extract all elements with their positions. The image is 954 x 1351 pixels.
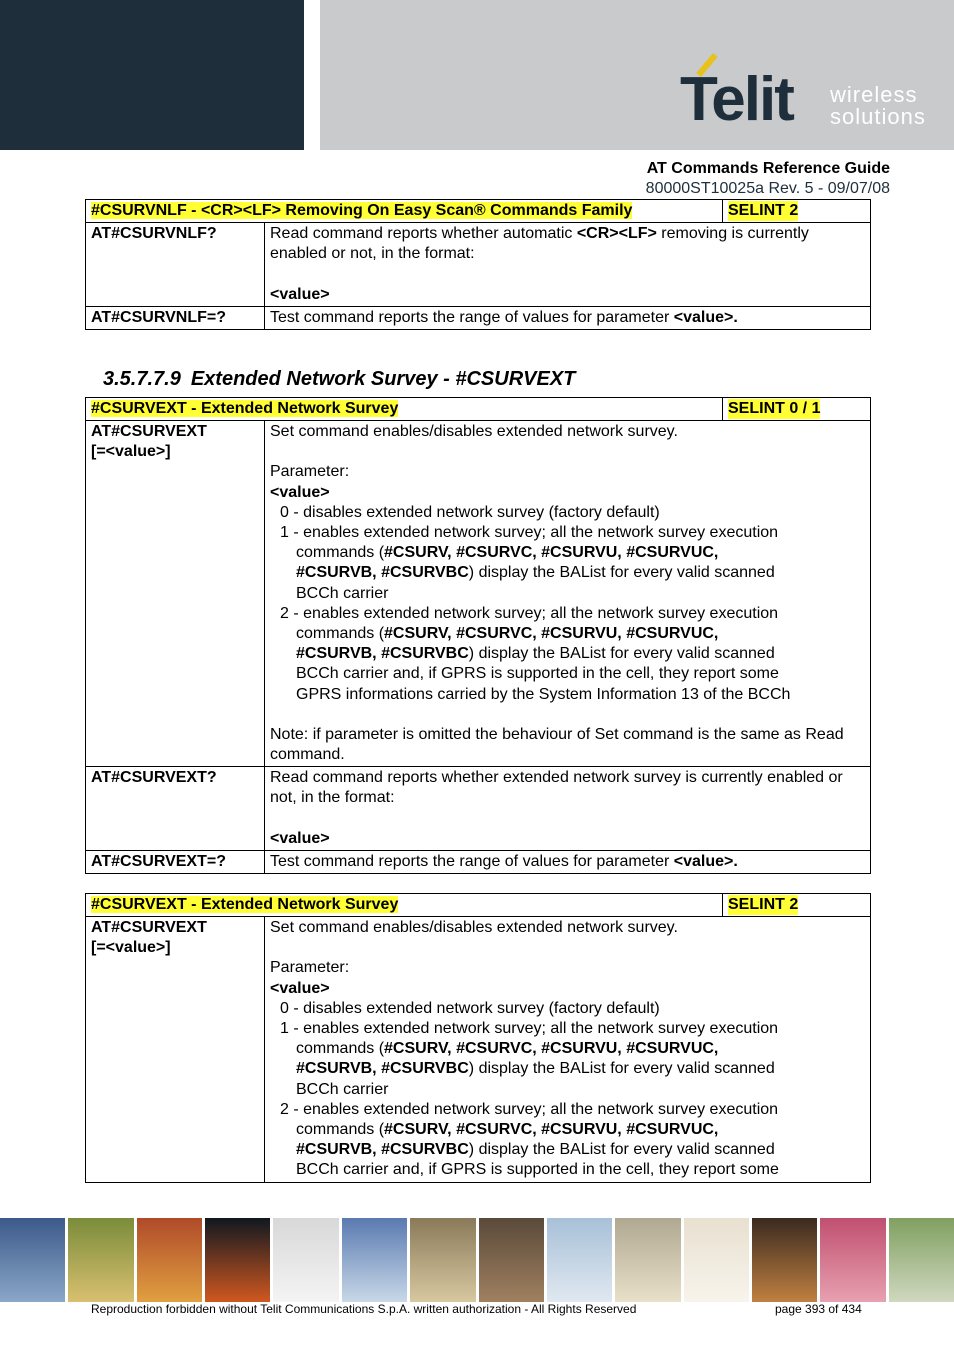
footer-photo xyxy=(752,1218,817,1302)
description-cell: Test command reports the range of values for parameter <value>. xyxy=(265,306,871,329)
table-header-row xyxy=(86,398,871,421)
table-title: #CSURVEXT - Extended Network Survey xyxy=(91,400,399,417)
description-cell: Read command reports whether automatic <CR><LF> removing is currently enabled or not, in the format: <value> xyxy=(265,223,871,307)
table-row xyxy=(86,917,871,1182)
logo-tagline xyxy=(830,84,926,128)
document-title-block xyxy=(646,159,890,199)
table-row xyxy=(86,767,871,851)
footer-photo xyxy=(68,1218,133,1302)
description-cell: Read command reports whether extended network survey is currently enabled or not, in the format: <value> xyxy=(265,767,871,851)
footer xyxy=(91,1302,871,1316)
description-cell: Test command reports the range of values for parameter <value>. xyxy=(265,850,871,873)
doc-title: AT Commands Reference Guide xyxy=(646,160,890,177)
command-cell: AT#CSURVEXT [=<value>] xyxy=(86,917,265,1182)
selint-label: SELINT 2 xyxy=(728,201,798,221)
footer-rights: Reproduction forbidden without Telit Communications S.p.A. written authorization - All Rights Reserved xyxy=(91,1302,637,1316)
csurvext-table-selint2 xyxy=(85,893,871,1183)
selint-label: SELINT 0 / 1 xyxy=(728,399,820,419)
table-title: #CSURVNLF - <CR><LF> Removing On Easy Scan® Commands Family xyxy=(91,202,633,219)
footer-photo xyxy=(889,1218,954,1302)
command-cell: AT#CSURVEXT [=<value>] xyxy=(86,421,265,767)
footer-photo xyxy=(273,1218,338,1302)
description-cell: Set command enables/disables extended network survey. Parameter: <value> 0 - disables extended network survey (factory default) 1 - enables extended network survey; all the network survey execution commands (#CSURV, #CSURVC, #CSURVU, #CSURVUC, #CSURVB, #CSURVBC) display the BAList for every valid scanned BCCh carrier 2 - enables extended network survey; all the network survey execution commands (#CSURV, #CSURVC, #CSURVU, #CSURVUC, #CSURVB, #CSURVBC) display the BAList for every valid scanned BCCh carrier and, if GPRS is supported in the cell, they report some GPRS informations carried by the System Information 13 of the BCCh Note: if parameter is omitted the behaviour of Set command is the same as Read command. xyxy=(265,421,871,767)
footer-photo xyxy=(820,1218,885,1302)
footer-photo xyxy=(615,1218,680,1302)
footer-photo xyxy=(547,1218,612,1302)
header-dark-block xyxy=(0,0,304,150)
table-row xyxy=(86,306,871,329)
page-number: page 393 of 434 xyxy=(775,1302,862,1316)
table-title: #CSURVEXT - Extended Network Survey xyxy=(91,896,399,913)
table-header-row xyxy=(86,894,871,917)
footer-photo xyxy=(410,1218,475,1302)
telit-logo xyxy=(680,50,930,135)
table-row xyxy=(86,850,871,873)
footer-photo-strip xyxy=(0,1218,954,1302)
logo-wordmark: Telit xyxy=(680,65,793,134)
doc-reference: 80000ST10025a Rev. 5 - 09/07/08 xyxy=(645,180,890,197)
description-cell: Set command enables/disables extended network survey. Parameter: <value> 0 - disables extended network survey (factory default) 1 - enables extended network survey; all the network survey execution commands (#CSURV, #CSURVC, #CSURVU, #CSURVUC, #CSURVB, #CSURVBC) display the BAList for every valid scanned BCCh carrier 2 - enables extended network survey; all the network survey execution commands (#CSURV, #CSURVC, #CSURVU, #CSURVUC, #CSURVB, #CSURVBC) display the BAList for every valid scanned BCCh carrier and, if GPRS is supported in the cell, they report some xyxy=(265,917,871,1182)
command-cell: AT#CSURVEXT? xyxy=(86,767,265,851)
footer-photo xyxy=(137,1218,202,1302)
footer-photo xyxy=(342,1218,407,1302)
table-row xyxy=(86,223,871,307)
table-row xyxy=(86,421,871,767)
command-cell: AT#CSURVNLF=? xyxy=(86,306,265,329)
command-cell: AT#CSURVEXT=? xyxy=(86,850,265,873)
csurvnlf-table xyxy=(85,199,871,330)
table-header-row xyxy=(86,200,871,223)
footer-photo xyxy=(205,1218,270,1302)
section-number: 3.5.7.7.9 xyxy=(103,368,181,390)
logo-tagline-1: wireless xyxy=(830,82,918,107)
section-title: Extended Network Survey - #CSURVEXT xyxy=(190,368,576,390)
command-cell: AT#CSURVNLF? xyxy=(86,223,265,307)
csurvext-table-selint01 xyxy=(85,397,871,874)
selint-label: SELINT 2 xyxy=(728,895,798,915)
logo-tagline-2: solutions xyxy=(830,104,926,129)
footer-photo xyxy=(479,1218,544,1302)
section-heading xyxy=(103,368,575,391)
footer-photo xyxy=(0,1218,65,1302)
footer-photo xyxy=(684,1218,749,1302)
